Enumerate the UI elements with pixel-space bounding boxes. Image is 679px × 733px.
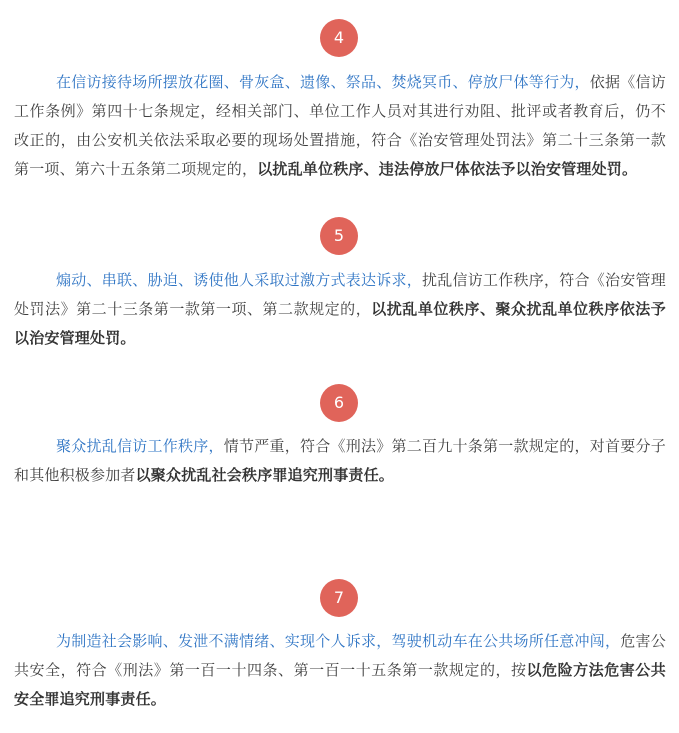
section-number-badge: 4 bbox=[320, 19, 358, 57]
section-paragraph bbox=[14, 627, 666, 714]
penalty-conclusion: 以扰乱单位秩序、聚众扰乱单位秩序依法予以治安管理处罚。 bbox=[14, 300, 666, 347]
penalty-conclusion: 以危险方法危害公共安全罪追究刑事责任。 bbox=[14, 661, 666, 708]
section-paragraph bbox=[14, 432, 666, 490]
section-paragraph bbox=[14, 266, 666, 353]
section-number-badge: 6 bbox=[320, 384, 358, 422]
section-number-badge: 7 bbox=[320, 579, 358, 617]
legal-basis-text: 扰乱信访工作秩序，符合《治安管理处罚法》第二十三条第一款第一项、第二款规定的， bbox=[14, 271, 666, 318]
behavior-highlight: 为制造社会影响、发泄不满情绪、实现个人诉求，驾驶机动车在公共场所任意冲闯， bbox=[56, 632, 621, 650]
behavior-highlight: 在信访接待场所摆放花圈、骨灰盒、遗像、祭品、焚烧冥币、停放尸体等行为， bbox=[56, 73, 590, 91]
penalty-conclusion: 以聚众扰乱社会秩序罪追究刑事责任。 bbox=[135, 466, 395, 484]
section-paragraph bbox=[14, 68, 666, 184]
behavior-highlight: 聚众扰乱信访工作秩序， bbox=[56, 437, 224, 455]
section-number-badge: 5 bbox=[320, 217, 358, 255]
legal-basis-text: 危害公共安全，符合《刑法》第一百一十四条、第一百一十五条第一款规定的，按 bbox=[14, 632, 666, 679]
legal-basis-text: 情节严重，符合《刑法》第二百九十条第一款规定的，对首要分子和其他积极参加者 bbox=[14, 437, 666, 484]
legal-basis-text: 依据《信访工作条例》第四十七条规定，经相关部门、单位工作人员对其进行劝阻、批评或者教育后，仍不改正的，由公安机关依法采取必要的现场处置措施，符合《治安管理处罚法》第二十三条第一款第一项、第六十五条第二项规定的， bbox=[14, 73, 666, 178]
behavior-highlight: 煽动、串联、胁迫、诱使他人采取过激方式表达诉求， bbox=[56, 271, 423, 289]
penalty-conclusion: 以扰乱单位秩序、违法停放尸体依法予以治安管理处罚。 bbox=[257, 160, 638, 178]
